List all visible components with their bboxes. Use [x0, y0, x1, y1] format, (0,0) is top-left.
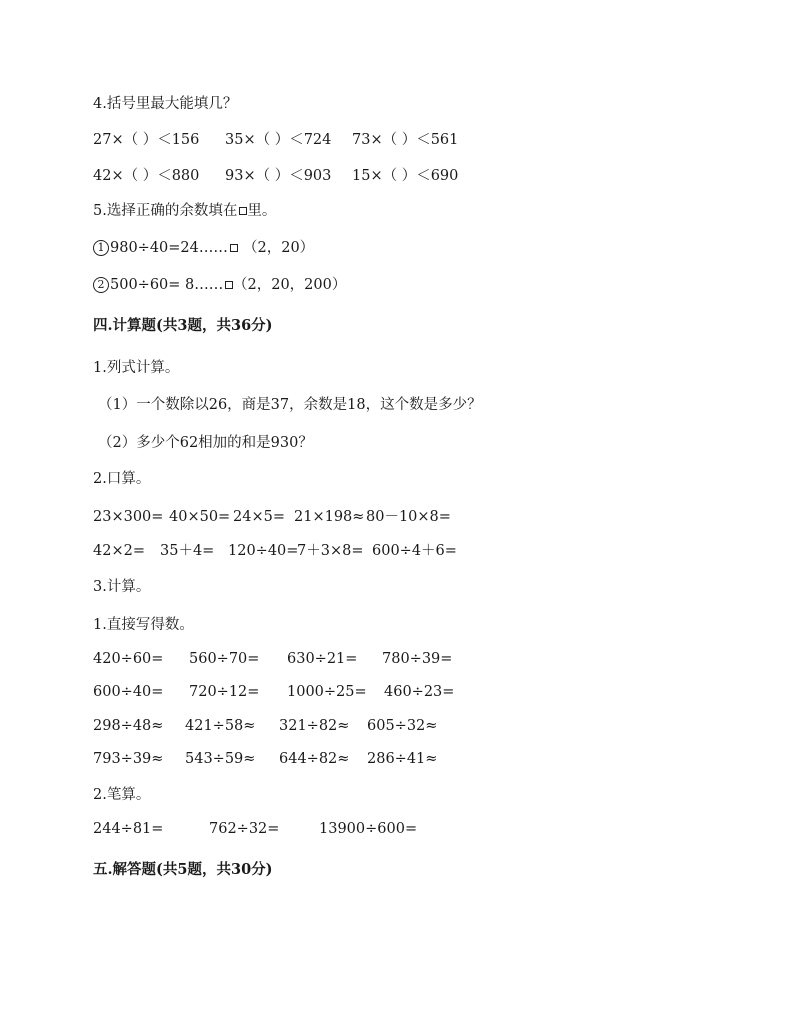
q5-title-text-end: 里。 — [247, 203, 277, 219]
q5-options: （2，20，200） — [233, 277, 347, 293]
direct-calc-item: 720÷12= — [189, 684, 260, 700]
mental-calc-item: 80－10×8= — [366, 509, 451, 525]
direct-calc-item: 420÷60= — [93, 651, 164, 667]
mental-calc-item: 120÷40= — [228, 543, 299, 559]
mental-calc-item: 42×2= — [93, 543, 145, 559]
direct-calc-item: 644÷82≈ — [279, 751, 350, 767]
circled-number: 2 — [93, 277, 109, 293]
q4-title: 4.括号里最大能填几？ — [93, 96, 238, 112]
direct-calc-item: 605÷32≈ — [367, 718, 438, 734]
q5-options: （2，20） — [243, 240, 315, 256]
direct-calc-item: 780÷39= — [382, 651, 453, 667]
mental-calc-item: 7＋3×8= — [297, 543, 364, 559]
q4-item: 73×（ ）＜561 — [352, 132, 459, 148]
answer-box-icon[interactable] — [230, 244, 238, 252]
direct-calc-item: 793÷39≈ — [93, 751, 164, 767]
s4-q3-sub-2: 2.笔算。 — [93, 787, 151, 803]
q5-title-text: 5.选择正确的余数填在 — [93, 203, 238, 219]
direct-calc-item: 421÷58≈ — [185, 718, 256, 734]
written-calc-item: 762÷32= — [209, 821, 280, 837]
mental-calc-item: 21×198≈ — [294, 509, 365, 525]
s4-q1-item-2: （2）多少个62相加的和是930？ — [98, 435, 313, 451]
q5-title — [93, 201, 276, 221]
q4-item: 15×（ ）＜690 — [352, 168, 459, 184]
direct-calc-item: 298÷48≈ — [93, 718, 164, 734]
section-4-title: 四.计算题(共3题，共36分) — [93, 317, 273, 334]
direct-calc-item: 630÷21= — [287, 651, 358, 667]
q5-expr: 980÷40=24…… — [110, 240, 228, 256]
direct-calc-item: 600÷40= — [93, 684, 164, 700]
s4-q3-sub-1: 1.直接写得数。 — [93, 617, 194, 633]
s4-q1-title: 1.列式计算。 — [93, 360, 180, 376]
circled-number: 1 — [93, 240, 109, 256]
direct-calc-item: 1000÷25= — [287, 684, 367, 700]
direct-calc-item: 460÷23= — [384, 684, 455, 700]
q5-item-1 — [93, 238, 315, 258]
q4-item: 42×（ ）＜880 — [93, 168, 200, 184]
mental-calc-item: 35＋4= — [160, 543, 215, 559]
q4-item: 27×（ ）＜156 — [93, 132, 200, 148]
mental-calc-item: 23×300= — [93, 509, 164, 525]
mental-calc-item: 40×50= — [169, 509, 231, 525]
s4-q3-title: 3.计算。 — [93, 579, 151, 595]
q4-item: 35×（ ）＜724 — [225, 132, 332, 148]
mental-calc-item: 24×5= — [233, 509, 285, 525]
direct-calc-item: 286÷41≈ — [367, 751, 438, 767]
q5-item-2 — [93, 275, 347, 295]
s4-q2-title: 2.口算。 — [93, 471, 151, 487]
direct-calc-item: 560÷70= — [189, 651, 260, 667]
written-calc-item: 13900÷600= — [319, 821, 418, 837]
section-5-title: 五.解答题(共5题，共30分) — [93, 861, 273, 878]
q5-expr: 500÷60= 8…… — [110, 277, 224, 293]
q4-item: 93×（ ）＜903 — [225, 168, 332, 184]
written-calc-item: 244÷81= — [93, 821, 164, 837]
direct-calc-item: 543÷59≈ — [185, 751, 256, 767]
s4-q1-item-1: （1）一个数除以26，商是37，余数是18，这个数是多少？ — [98, 397, 482, 413]
direct-calc-item: 321÷82≈ — [279, 718, 350, 734]
mental-calc-item: 600÷4＋6= — [372, 543, 457, 559]
